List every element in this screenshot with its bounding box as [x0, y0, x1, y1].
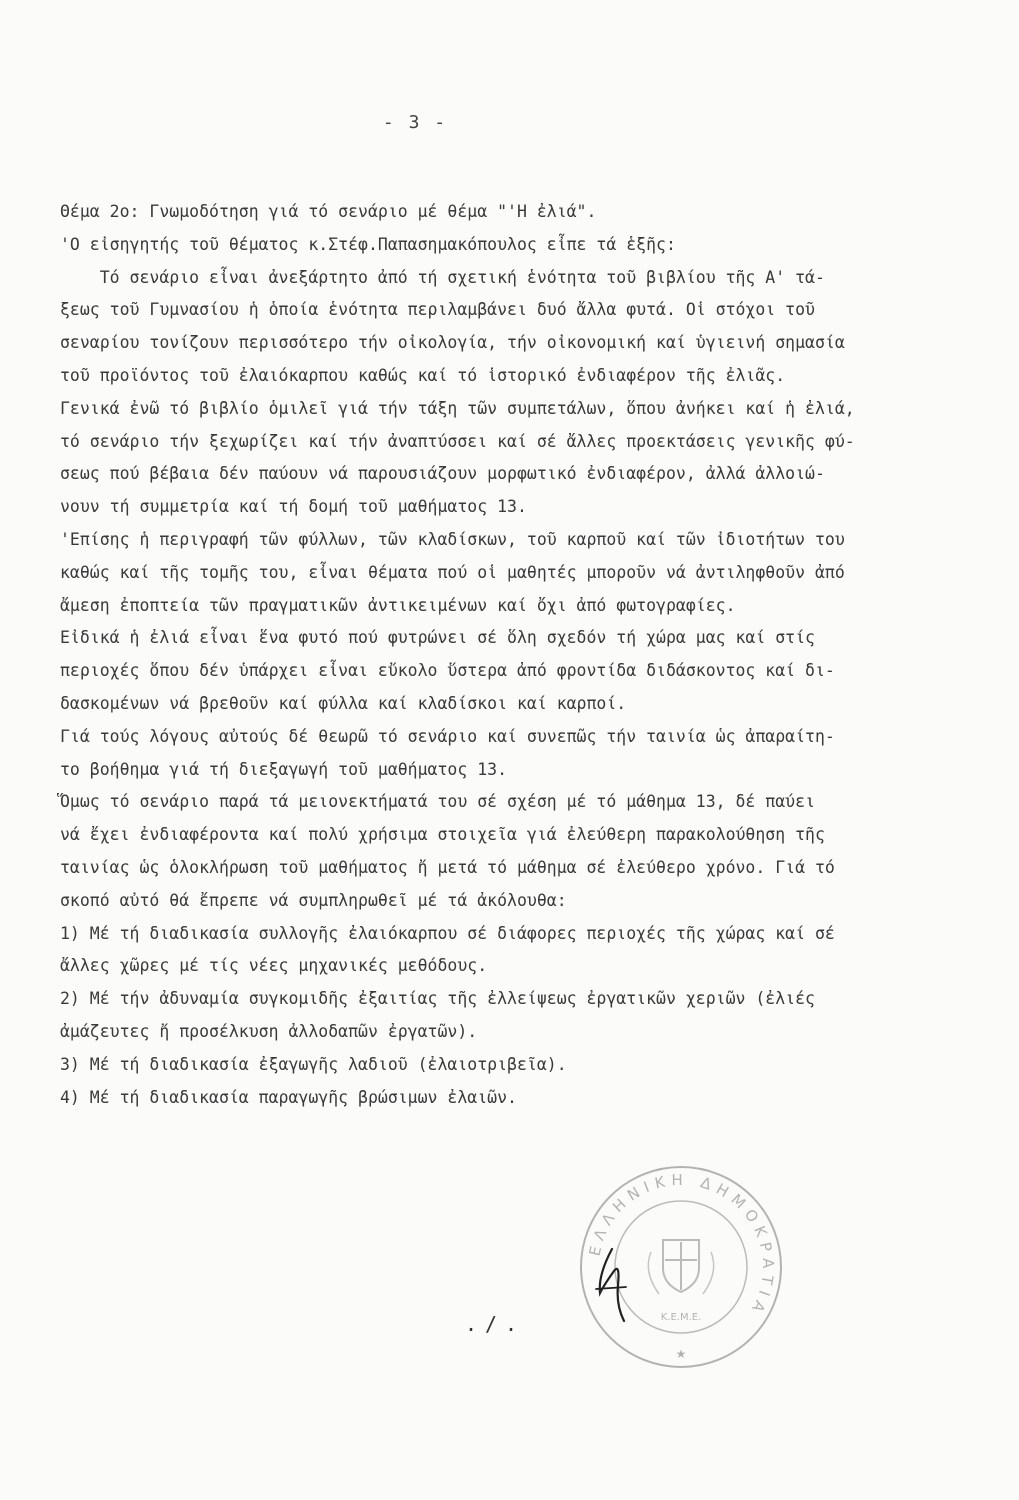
text-line: σεως πού βέβαια δέν παύουν νά παρουσιάζουν μορφωτικό ἐνδιαφέρον, ἀλλά ἀλλοιώ- — [60, 464, 825, 484]
text-line: περιοχές ὅπου δέν ὑπάρχει εἶναι εὔκολο ὕστερα ἀπό φροντίδα διδάσκοντος καί δι- — [60, 661, 835, 681]
text-line: Ὅμως τό σενάριο παρά τά μειονεκτήματά του σέ σχέση μέ τό μάθημα 13, δέ παύει — [60, 792, 815, 812]
text-line: τό σενάριο τήν ξεχωρίζει καί τήν ἀναπτύσσει καί σέ ἄλλες προεκτάσεις γενικῆς φύ- — [60, 431, 855, 451]
page-number: - 3 - — [382, 112, 448, 133]
text-line: 4) Μέ τή διαδικασία παραγωγῆς βρώσιμων ἐλαιῶν. — [60, 1087, 517, 1107]
text-line: Θέμα 2ο: Γνωμοδότηση γιά τό σενάριο μέ θέμα "'Η ἐλιά". — [60, 202, 597, 221]
text-line: σεναρίου τονίζουν περισσότερο τήν οἰκολογία, τήν οἰκονομική καί ὑγιεινή σημασία — [60, 333, 845, 353]
seal-inner-text: Κ.Ε.Μ.Ε. — [660, 1312, 702, 1323]
text-line: δασκομένων νά βρεθοῦν καί φύλλα καί κλαδίσκοι καί καρποί. — [60, 693, 627, 713]
text-line: Γενικά ἐνῶ τό βιβλίο ὁμιλεῖ γιά τήν τάξη τῶν συμπετάλων, ὅπου ἀνήκει καί ἡ ἐλιά, — [60, 398, 855, 418]
star-icon: ★ — [675, 1347, 687, 1361]
text-line: 'Επίσης ἡ περιγραφή τῶν φύλλων, τῶν κλαδίσκων, τοῦ καρποῦ καί τῶν ἰδιοτήτων του — [60, 529, 845, 549]
text-line: ταινίας ὡς ὁλοκλήρωση τοῦ μαθήματος ἤ μετά τό μάθημα σέ ἐλεύθερο χρόνο. Γιά τό — [60, 857, 835, 877]
text-line: Τό σενάριο εἶναι ἀνεξάρτητο ἀπό τή σχετική ἑνότητα τοῦ βιβλίου τῆς Α' τά- — [60, 267, 825, 287]
text-line: 3) Μέ τή διαδικασία ἐξαγωγῆς λαδιοῦ (ἐλαιοτριβεῖα). — [60, 1054, 567, 1074]
text-line: τοῦ προϊόντος τοῦ ἐλαιόκαρπου καθώς καί τό ἱστορικό ἐνδιαφέρον τῆς ἐλιᾶς. — [60, 365, 786, 385]
text-line: ξεως τοῦ Γυμνασίου ἡ ὁποία ἑνότητα περιλαμβάνει δυό ἄλλα φυτά. Οἱ στόχοι τοῦ — [60, 300, 815, 320]
text-line: καθώς καί τῆς τομῆς του, εἶναι θέματα πού οἱ μαθητές μποροῦν νά ἀντιληφθοῦν ἀπό — [60, 562, 845, 582]
text-line: ἀμάζευτες ἤ προσέλκυση ἀλλοδαπῶν ἐργατῶν). — [60, 1021, 478, 1041]
text-line: νά ἔχει ἐνδιαφέροντα καί πολύ χρήσιμα στοιχεῖα γιά ἐλεύθερη παρακολούθηση τῆς — [60, 825, 825, 845]
text-line: 1) Μέ τή διαδικασία συλλογῆς ἐλαιόκαρπου σέ διάφορες περιοχές τῆς χώρας καί σέ — [60, 923, 835, 943]
text-line: 2) Μέ τήν ἀδυναμία συγκομιδῆς ἐξαιτίας τῆς ἐλλείψεως ἐργατικῶν χεριῶν (ἐλιές — [60, 989, 815, 1009]
continuation-mark: ./. — [464, 1312, 526, 1336]
text-line: Γιά τούς λόγους αὐτούς δέ θεωρῶ τό σενάριο καί συνεπῶς τήν ταινία ὡς ἀπαραίτη- — [60, 726, 835, 746]
text-line: το βοήθημα γιά τή διεξαγωγή τοῦ μαθήματος 13. — [60, 759, 508, 779]
text-line: νουν τή συμμετρία καί τή δομή τοῦ μαθήματος 13. — [60, 497, 527, 517]
text-line: ἄλλες χῶρες μέ τίς νέες μηχανικές μεθόδους. — [60, 956, 488, 976]
text-line: ἄμεση ἐποπτεία τῶν πραγματικῶν ἀντικειμένων καί ὄχι ἀπό φωτογραφίες. — [60, 595, 736, 615]
text-line: Εἰδικά ἡ ἐλιά εἶναι ἕνα φυτό πού φυτρώνει σέ ὅλη σχεδόν τή χώρα μας καί στίς — [60, 628, 815, 648]
coat-of-arms-icon — [648, 1240, 713, 1294]
text-line: σκοπό αὐτό θά ἔπρεπε νά συμπληρωθεῖ μέ τά ἀκόλουθα: — [60, 890, 567, 910]
document-body — [60, 196, 960, 1114]
text-line: 'Ο εἰσηγητής τοῦ θέματος κ.Στέφ.Παπασημακόπουλος εἶπε τά ἑξῆς: — [60, 234, 676, 254]
seal-outer-text: ΕΛΛΗΝΙΚΗ ΔΗΜΟΚΡΑΤΙΑ — [585, 1170, 778, 1321]
